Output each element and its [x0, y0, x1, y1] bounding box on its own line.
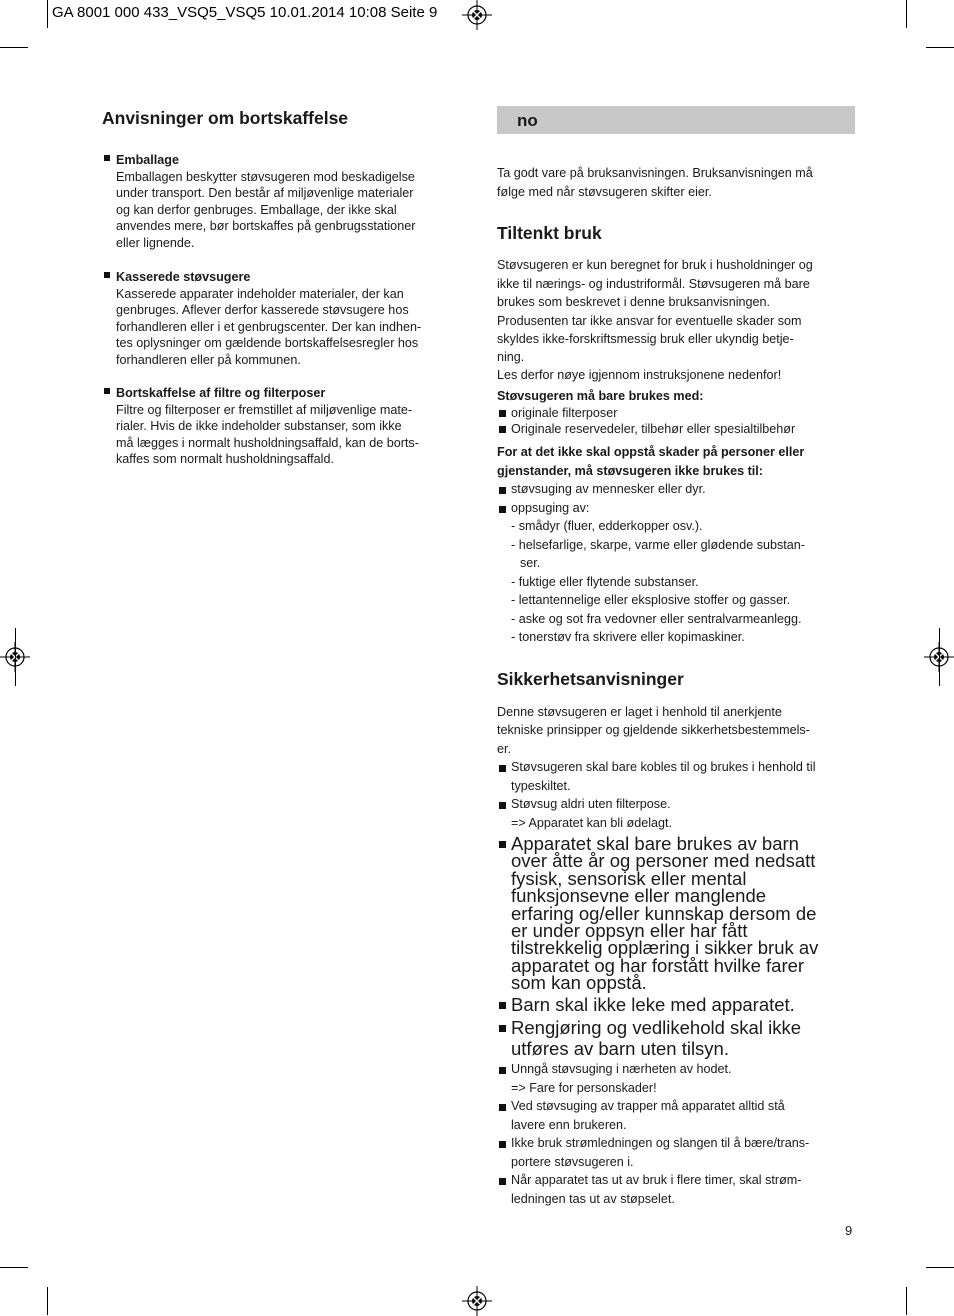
bullet-square-icon [499, 426, 506, 433]
crop-mark [47, 1287, 48, 1315]
safety-item-line: fysisk, sensorisk eller mental [511, 867, 747, 889]
registration-mark-icon [462, 0, 492, 30]
list-item-text: oppsuging av: [511, 500, 590, 515]
intended-use-text [497, 256, 855, 647]
packaging-line: eller lignende. [116, 235, 195, 250]
safety-item-line: typeskiltet. [511, 778, 571, 793]
safety-item [497, 758, 855, 795]
section-title-disposal: Anvisninger om bortskaffelse [102, 108, 349, 128]
safety-item-line: utføres av barn uten tilsyn. [511, 1038, 729, 1060]
list-item [497, 499, 855, 518]
text-line: skyldes ikke-forskriftsmessig bruk eller ukyndig betje- [497, 332, 794, 346]
disposal-filters [102, 385, 462, 468]
list-item [497, 421, 855, 437]
dash-item: - smådyr (fluer, edderkopper osv.). [511, 519, 703, 533]
safety-item-line: funksjonsevne eller manglende [511, 885, 767, 907]
avoid-title: gjenstander, må støvsugeren ikke brukes til: [497, 463, 763, 478]
crop-mark [906, 1287, 907, 1315]
heading-safety: Sikkerhetsanvisninger [497, 668, 684, 689]
bullet-square-icon [499, 802, 506, 809]
dash-item: - aske og sot fra vedovner eller sentralvarmeanlegg. [511, 611, 802, 626]
safety-item [497, 1171, 855, 1208]
safety-item-line: Unngå støvsuging i nærheten av hodet. [511, 1062, 732, 1077]
dash-item: - tonerstøv fra skrivere eller kopimaskiner. [511, 630, 745, 644]
bullet-square-icon [499, 1104, 506, 1111]
safety-text [497, 703, 855, 1209]
text-line: Støvsugeren er kun beregnet for bruk i husholdninger og [497, 258, 813, 272]
safety-item-line: => Apparatet kan bli ødelagt. [511, 815, 673, 830]
safety-item [497, 1060, 855, 1097]
safety-item-children-cleaning [497, 1017, 855, 1059]
filters-line: kaffes som normalt husholdningsaffald. [116, 452, 334, 466]
bullet-square-icon [499, 410, 506, 417]
safety-item-line: Barn skal ikke leke med apparatet. [511, 993, 795, 1015]
safety-item-line: Rengjøring og vedlikehold skal ikke [511, 1017, 801, 1039]
safety-item-line: Støvsug aldri uten filterpose. [511, 797, 671, 811]
old-vacuum-line: Kasserede apparater indeholder materialer, der kan [116, 286, 404, 301]
safety-item-line: ledningen tas ut av støpselet. [511, 1191, 675, 1206]
dash-list [497, 517, 855, 647]
crop-mark [939, 628, 940, 686]
safety-item-line: portere støvsugeren i. [511, 1154, 634, 1169]
bullet-square-icon [104, 388, 110, 394]
heading-intended-use: Tiltenkt bruk [497, 223, 602, 243]
safety-item-line: som kan oppstå. [511, 972, 647, 994]
safety-item-line: Når apparatet tas ut av bruk i flere timer, skal strøm- [511, 1173, 802, 1188]
safety-item-line: Ikke bruk strømledningen og slangen til å bære/trans- [511, 1136, 810, 1151]
packaging-line: anvendes mere, bør bortskaffes på genbrugsstationer [116, 219, 416, 233]
print-header: GA 8001 000 433_VSQ5_VSQ5 10.01.2014 10:08 Seite 9 [52, 4, 438, 21]
bullet-square-icon [499, 1178, 506, 1185]
old-vacuum-line: tes oplysninger om gældende bortskaffelsesregler hos [116, 336, 419, 350]
intro-line: Ta godt vare på bruksanvisningen. Bruksanvisningen må [497, 166, 813, 180]
safety-item [497, 1097, 855, 1134]
crop-mark [0, 47, 28, 48]
list-item [497, 405, 855, 421]
safety-item-line: Ved støvsuging av trapper må apparatet alltid stå [511, 1099, 785, 1114]
bullet-square-icon [104, 272, 110, 278]
intro-line: følge med når støvsugeren skifter eier. [497, 184, 712, 199]
text-line: Les derfor nøye igjennom instruksjonene nedenfor! [497, 367, 782, 382]
safety-item-line: Apparatet skal bare brukes av barn [511, 833, 799, 854]
safety-item-line: er under oppsyn eller har fått [511, 920, 748, 942]
text-line: tekniske prinsipper og gjeldende sikkerhetsbestemmels- [497, 723, 810, 737]
old-vacuum-line: forhandleren eller i et genbrugscenter. Der kan indhen- [116, 319, 422, 334]
list-item-text: Originale reservedeler, tilbehør eller spesialtilbehør [511, 422, 796, 436]
text-line: ning. [497, 349, 525, 364]
packaging-line: og kan derfor genbruges. Emballage, der ikke skal [116, 202, 397, 217]
registration-mark-icon [462, 1286, 492, 1316]
list-item [497, 480, 855, 499]
safety-item-line: => Fare for personskader! [511, 1080, 657, 1095]
safety-item [497, 1134, 855, 1171]
packaging-line: Emballagen beskytter støvsugeren mod beskadigelse [116, 169, 415, 184]
text-line: ikke til nærings- og industriformål. Støvsugeren må bare [497, 276, 810, 291]
list-item-text: originale filterposer [511, 406, 618, 420]
dash-item: ser. [520, 556, 541, 570]
bullet-square-icon [499, 841, 506, 848]
bullet-square-icon [499, 1002, 506, 1009]
safety-item-line: tilstrekkelig opplæring i sikker bruk av [511, 937, 819, 959]
crop-mark [906, 0, 907, 28]
left-column [102, 106, 462, 468]
language-bar: no [497, 106, 855, 134]
old-vacuum-line: forhandleren eller på kommunen. [116, 352, 301, 367]
text-line: Denne støvsugeren er laget i henhold til anerkjente [497, 704, 782, 719]
disposal-packaging [102, 152, 462, 251]
filters-line: må lægges i normalt husholdningsaffald, kan de borts- [116, 435, 419, 450]
filters-title: Bortskaffelse af filtre og filterposer [116, 386, 326, 400]
filters-line: Filtre og filterposer er fremstillet af miljøvenlige mate- [116, 402, 413, 417]
safety-item-line: Støvsugeren skal bare kobles til og brukes i henhold til [511, 760, 816, 774]
dash-item: - lettantennelige eller eksplosive stoffer og gasser. [511, 593, 791, 607]
safety-item-line: lavere enn brukeren. [511, 1117, 627, 1132]
page-number: 9 [845, 1223, 853, 1238]
safety-item-line: erfaring og/eller kunnskap dersom de [511, 902, 817, 924]
bullet-square-icon [104, 155, 110, 161]
crop-mark [926, 47, 954, 48]
filters-line: rialer. Hvis de ikke indeholder substanser, som ikke [116, 419, 402, 433]
text-line: er. [497, 741, 512, 756]
intro-text [497, 164, 855, 201]
bullet-square-icon [499, 765, 506, 772]
bullet-square-icon [499, 1025, 506, 1032]
crop-mark [0, 1267, 28, 1268]
bullet-square-icon [499, 506, 506, 513]
packaging-title: Emballage [116, 153, 179, 167]
right-column [497, 106, 855, 1208]
old-vacuum-title: Kasserede støvsugere [116, 270, 251, 284]
safety-item-children-play [497, 993, 855, 1015]
crop-mark [926, 1267, 954, 1268]
dash-item: - helsefarlige, skarpe, varme eller glødende substan- [511, 537, 805, 552]
safety-item-children [497, 835, 855, 992]
safety-item-line: over åtte år og personer med nedsatt [511, 850, 816, 872]
bullet-square-icon [499, 1067, 506, 1074]
only-with-title: Støvsugeren må bare brukes med: [497, 389, 704, 403]
safety-item-line: apparatet og har forstått hvilke farer [511, 954, 805, 976]
dash-item: - fuktige eller flytende substanser. [511, 574, 699, 589]
bullet-square-icon [499, 487, 506, 494]
crop-mark [47, 0, 48, 28]
avoid-title: For at det ikke skal oppstå skader på personer eller [497, 445, 805, 459]
text-line: Produsenten tar ikke ansvar for eventuelle skader som [497, 313, 802, 328]
disposal-old-vacuum [102, 269, 462, 368]
safety-item [497, 795, 855, 832]
crop-mark [15, 628, 16, 686]
list-item-text: støvsuging av mennesker eller dyr. [511, 482, 706, 496]
bullet-square-icon [499, 1141, 506, 1148]
old-vacuum-line: genbruges. Aflever derfor kasserede støvsugere hos [116, 303, 409, 317]
packaging-line: under transport. Den består af miljøvenlige materialer [116, 186, 414, 200]
text-line: brukes som beskrevet i denne bruksanvisningen. [497, 295, 771, 309]
